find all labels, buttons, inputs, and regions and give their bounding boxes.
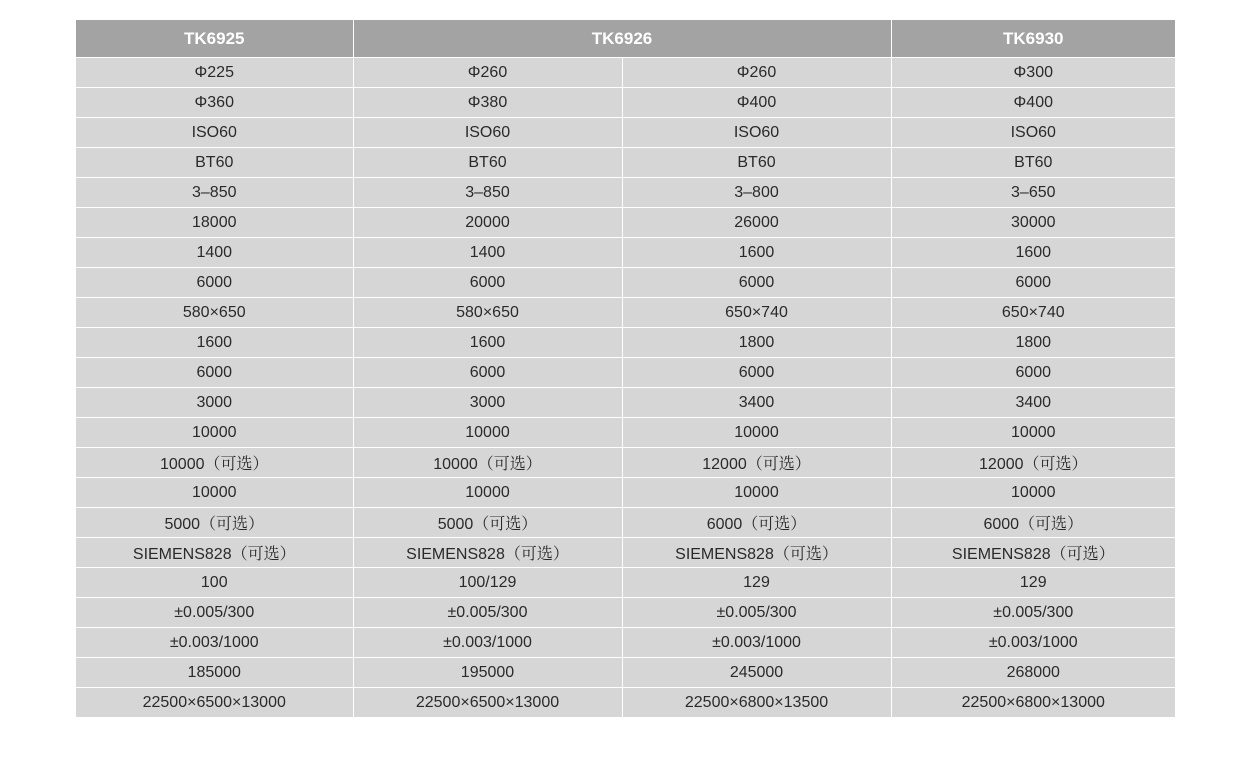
table-row xyxy=(76,118,1175,148)
table-cell: BT60 xyxy=(891,148,1175,178)
table-row xyxy=(76,328,1175,358)
table-cell: 650×740 xyxy=(622,298,891,328)
table-cell: 10000 xyxy=(622,478,891,508)
table-cell: 12000（可选） xyxy=(891,448,1175,478)
table-cell: 12000（可选） xyxy=(622,448,891,478)
table-cell: 3400 xyxy=(891,388,1175,418)
table-cell: SIEMENS828（可选） xyxy=(891,538,1175,568)
table-row xyxy=(76,598,1175,628)
table-cell: 1400 xyxy=(353,238,622,268)
table-body xyxy=(76,58,1175,718)
table-cell: 3400 xyxy=(622,388,891,418)
table-cell: 6000 xyxy=(76,358,353,388)
table-row xyxy=(76,58,1175,88)
table-cell: 3–650 xyxy=(891,178,1175,208)
table-cell: 10000 xyxy=(353,478,622,508)
table-cell: 18000 xyxy=(76,208,353,238)
table-cell: 580×650 xyxy=(353,298,622,328)
table-cell: ISO60 xyxy=(76,118,353,148)
table-cell: Φ300 xyxy=(891,58,1175,88)
table-cell: 6000 xyxy=(622,268,891,298)
table-cell: 100 xyxy=(76,568,353,598)
table-cell: 6000 xyxy=(891,358,1175,388)
table-row xyxy=(76,448,1175,478)
table-row xyxy=(76,358,1175,388)
table-cell: ±0.005/300 xyxy=(76,598,353,628)
table-cell: ±0.003/1000 xyxy=(76,628,353,658)
table-row xyxy=(76,478,1175,508)
table-row xyxy=(76,628,1175,658)
table-cell: 5000（可选） xyxy=(76,508,353,538)
table-cell: 20000 xyxy=(353,208,622,238)
table-row xyxy=(76,508,1175,538)
table-cell: Φ225 xyxy=(76,58,353,88)
table-cell: 5000（可选） xyxy=(353,508,622,538)
table-cell: 10000 xyxy=(76,478,353,508)
table-cell: 245000 xyxy=(622,658,891,688)
table-cell: ISO60 xyxy=(622,118,891,148)
table-cell: 1800 xyxy=(891,328,1175,358)
table-row xyxy=(76,298,1175,328)
table-cell: 195000 xyxy=(353,658,622,688)
table-cell: 1600 xyxy=(76,328,353,358)
table-row xyxy=(76,568,1175,598)
table-cell: 6000（可选） xyxy=(891,508,1175,538)
table-cell: ±0.005/300 xyxy=(891,598,1175,628)
table-cell: Φ260 xyxy=(353,58,622,88)
table-cell: ±0.003/1000 xyxy=(622,628,891,658)
table-cell: 10000（可选） xyxy=(76,448,353,478)
table-cell: 1400 xyxy=(76,238,353,268)
table-row xyxy=(76,688,1175,718)
table-row xyxy=(76,208,1175,238)
table-cell: 1600 xyxy=(622,238,891,268)
table-cell: Φ400 xyxy=(891,88,1175,118)
table-cell: 26000 xyxy=(622,208,891,238)
table-cell: 6000 xyxy=(622,358,891,388)
table-cell: ISO60 xyxy=(891,118,1175,148)
table-cell: 10000 xyxy=(891,478,1175,508)
table-cell: 268000 xyxy=(891,658,1175,688)
table-cell: 6000 xyxy=(353,358,622,388)
table-cell: 6000（可选） xyxy=(622,508,891,538)
table-cell: ISO60 xyxy=(353,118,622,148)
table-cell: 6000 xyxy=(353,268,622,298)
table-cell: 129 xyxy=(622,568,891,598)
table-cell: 22500×6800×13000 xyxy=(891,688,1175,718)
table-row xyxy=(76,388,1175,418)
table-row xyxy=(76,418,1175,448)
table-cell: 6000 xyxy=(891,268,1175,298)
table-row xyxy=(76,538,1175,568)
table-cell: ±0.005/300 xyxy=(353,598,622,628)
table-cell: ±0.005/300 xyxy=(622,598,891,628)
table-cell: 3–850 xyxy=(353,178,622,208)
header-tk6926: TK6926 xyxy=(353,20,891,58)
table-cell: 100/129 xyxy=(353,568,622,598)
spec-table xyxy=(76,20,1175,717)
table-cell: SIEMENS828（可选） xyxy=(76,538,353,568)
table-cell: 22500×6500×13000 xyxy=(353,688,622,718)
table-cell: 3–800 xyxy=(622,178,891,208)
table-cell: 650×740 xyxy=(891,298,1175,328)
table-cell: 3000 xyxy=(76,388,353,418)
header-tk6930: TK6930 xyxy=(891,20,1175,58)
table-cell: SIEMENS828（可选） xyxy=(353,538,622,568)
table-cell: BT60 xyxy=(353,148,622,178)
table-cell: 580×650 xyxy=(76,298,353,328)
table-cell: 1600 xyxy=(353,328,622,358)
table-row xyxy=(76,178,1175,208)
table-cell: 10000 xyxy=(622,418,891,448)
table-row xyxy=(76,658,1175,688)
table-cell: 22500×6500×13000 xyxy=(76,688,353,718)
table-row xyxy=(76,238,1175,268)
table-header xyxy=(76,20,1175,58)
table-cell: Φ360 xyxy=(76,88,353,118)
table-cell: 3000 xyxy=(353,388,622,418)
table-cell: 3–850 xyxy=(76,178,353,208)
table-cell: ±0.003/1000 xyxy=(891,628,1175,658)
table-cell: 10000（可选） xyxy=(353,448,622,478)
table-cell: 10000 xyxy=(353,418,622,448)
table-cell: 185000 xyxy=(76,658,353,688)
table-cell: Φ400 xyxy=(622,88,891,118)
table-cell: 30000 xyxy=(891,208,1175,238)
table-cell: ±0.003/1000 xyxy=(353,628,622,658)
table-cell: 1600 xyxy=(891,238,1175,268)
table-cell: BT60 xyxy=(622,148,891,178)
table-cell: SIEMENS828（可选） xyxy=(622,538,891,568)
table-cell: BT60 xyxy=(76,148,353,178)
table-cell: Φ260 xyxy=(622,58,891,88)
table-row xyxy=(76,148,1175,178)
table-cell: 10000 xyxy=(891,418,1175,448)
table-row xyxy=(76,88,1175,118)
table-cell: 6000 xyxy=(76,268,353,298)
header-row xyxy=(76,20,1175,58)
table-cell: 129 xyxy=(891,568,1175,598)
header-tk6925: TK6925 xyxy=(76,20,353,58)
table-cell: 10000 xyxy=(76,418,353,448)
table-cell: 1800 xyxy=(622,328,891,358)
table-cell: Φ380 xyxy=(353,88,622,118)
table-row xyxy=(76,268,1175,298)
table-cell: 22500×6800×13500 xyxy=(622,688,891,718)
